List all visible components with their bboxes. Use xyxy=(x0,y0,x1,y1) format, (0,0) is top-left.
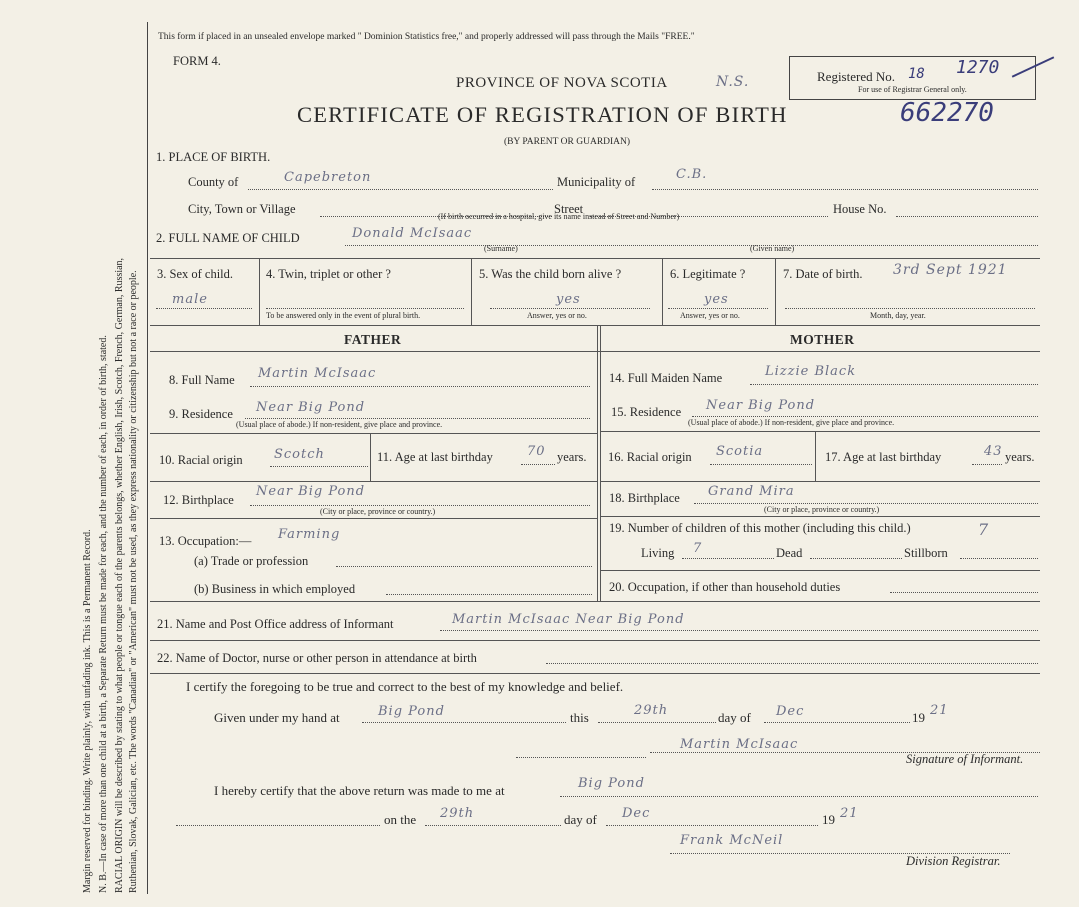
father-residence-label: 9. Residence xyxy=(169,407,233,421)
mother-birthplace-value: Grand Mira xyxy=(708,484,795,499)
postal-notice: This form if placed in an unsealed envelope marked " Dominion Statistics free," and properly addressed will pass through the Mails "FREE." xyxy=(158,32,695,42)
county-label: County of xyxy=(188,175,239,189)
certificate-title: CERTIFICATE OF REGISTRATION OF BIRTH xyxy=(297,102,788,127)
father-birthplace-value: Near Big Pond xyxy=(256,484,366,499)
father-occupation-label: 13. Occupation:— xyxy=(159,534,252,548)
mother-name-value: Lizzie Black xyxy=(765,364,857,379)
alive-value: yes xyxy=(556,292,581,307)
margin-instructions xyxy=(0,0,150,907)
registrar-day-value: 29th xyxy=(440,806,475,821)
certify-year-prefix: 19 xyxy=(912,710,925,725)
registered-label: Registered No. xyxy=(817,69,895,84)
informant-signature-label: Signature of Informant. xyxy=(906,752,1024,766)
registrar-signature-label: Division Registrar. xyxy=(906,854,1001,868)
margin-line-3: RACIAL ORIGIN will be described by stating to what people or tongue each of the parents belongs, whether English, Irish, Scotch, French, German, Russian, xyxy=(114,257,125,893)
father-birthplace-note: (City or place, province or country.) xyxy=(320,507,436,516)
registrar-year-value: 21 xyxy=(840,806,859,821)
certificate-subtitle: (BY PARENT OR GUARDIAN) xyxy=(504,137,631,147)
trade-label: (a) Trade or profession xyxy=(194,554,309,568)
business-label: (b) Business in which employed xyxy=(194,582,356,596)
children-count-label: 19. Number of children of this mother (including this child.) xyxy=(609,521,911,535)
place-of-birth-heading: 1. PLACE OF BIRTH. xyxy=(156,150,271,164)
mother-residence-label: 15. Residence xyxy=(611,405,682,419)
sex-value: male xyxy=(172,292,208,307)
hospital-note: (If birth occurred in a hospital, give its name instead of Street and Number) xyxy=(438,212,680,221)
living-label: Living xyxy=(641,546,675,560)
father-name-value: Martin McIsaac xyxy=(258,366,377,381)
margin-line-2: N. B.—In case of more than one child at a birth, a Separate Return must be made for each, and the number of each, in order of birth, stated. xyxy=(98,335,109,893)
dead-label: Dead xyxy=(776,546,803,560)
father-heading: FATHER xyxy=(344,332,402,347)
children-count-value: 7 xyxy=(978,520,990,539)
father-age-value: 70 xyxy=(527,444,546,459)
registered-value-1: 18 xyxy=(908,66,925,82)
registered-value-2: 1270 xyxy=(956,57,1000,78)
municipality-label: Municipality of xyxy=(557,175,636,189)
living-value: 7 xyxy=(693,541,703,556)
sex-label: 3. Sex of child. xyxy=(157,267,234,281)
house-label: House No. xyxy=(833,202,887,216)
father-racial-label: 10. Racial origin xyxy=(159,453,243,467)
mother-birthplace-note: (City or place, province or country.) xyxy=(764,505,880,514)
certify-year-value: 21 xyxy=(930,703,949,718)
registrar-year-prefix: 19 xyxy=(822,812,835,827)
dob-value: 3rd Sept 1921 xyxy=(893,262,1008,278)
father-residence-value: Near Big Pond xyxy=(256,400,366,415)
twin-note: To be answered only in the event of plural birth. xyxy=(266,311,421,320)
registrar-day-label: day of xyxy=(564,812,597,827)
mother-years: years. xyxy=(1005,450,1035,464)
mother-residence-value: Near Big Pond xyxy=(706,398,816,413)
registrar-place: Big Pond xyxy=(578,776,645,791)
certify-month-value: Dec xyxy=(776,704,805,719)
alive-label: 5. Was the child born alive ? xyxy=(479,267,622,281)
informant-signature: Martin McIsaac xyxy=(680,737,799,752)
father-occupation-value: Farming xyxy=(278,527,341,542)
province-handwritten: N.S. xyxy=(716,74,750,90)
dob-note: Month, day, year. xyxy=(870,311,926,320)
father-racial-value: Scotch xyxy=(274,447,325,462)
province-heading: PROVINCE OF NOVA SCOTIA xyxy=(456,75,668,91)
given-place: Big Pond xyxy=(378,704,445,719)
child-name-value: Donald McIsaac xyxy=(352,226,473,241)
legitimate-label: 6. Legitimate ? xyxy=(670,267,746,281)
mother-name-label: 14. Full Maiden Name xyxy=(609,371,723,385)
alive-note: Answer, yes or no. xyxy=(527,311,587,320)
father-age-label: 11. Age at last birthday xyxy=(377,450,493,464)
father-birthplace-label: 12. Birthplace xyxy=(163,493,234,507)
mother-age-value: 43 xyxy=(984,444,1003,459)
legitimate-value: yes xyxy=(704,292,729,307)
given-name-note: (Given name) xyxy=(750,244,795,253)
mother-birthplace-label: 18. Birthplace xyxy=(609,491,680,505)
given-label: Given under my hand at xyxy=(214,710,340,725)
legitimate-note: Answer, yes or no. xyxy=(680,311,740,320)
registered-box xyxy=(789,56,1036,100)
margin-line-4: Ruthenian, Slovak, Galician, etc. The words "Canadian" or "American" must not be used, as they express nationality or citizenship but not a race or people. xyxy=(128,270,139,893)
mother-heading: MOTHER xyxy=(790,332,855,347)
informant-value: Martin McIsaac Near Big Pond xyxy=(452,612,685,627)
mother-residence-note: (Usual place of abode.) If non-resident, give place and province. xyxy=(688,418,895,427)
informant-label: 21. Name and Post Office address of Informant xyxy=(157,617,394,631)
margin-line-1: Margin reserved for binding. Write plainly, with unfading ink. This is a Permanent Record. xyxy=(82,529,93,893)
dob-label: 7. Date of birth. xyxy=(783,267,863,281)
surname-note: (Surname) xyxy=(484,244,518,253)
mother-racial-value: Scotia xyxy=(716,444,764,459)
registrar-on-label: on the xyxy=(384,812,417,827)
twin-label: 4. Twin, triplet or other ? xyxy=(266,267,391,281)
father-name-label: 8. Full Name xyxy=(169,373,235,387)
mother-age-label: 17. Age at last birthday xyxy=(825,450,942,464)
county-value: Capebreton xyxy=(284,170,372,185)
city-label: City, Town or Village xyxy=(188,202,296,216)
doctor-label: 22. Name of Doctor, nurse or other person in attendance at birth xyxy=(157,651,477,665)
municipality-value: C.B. xyxy=(676,167,708,182)
certify-text: I certify the foregoing to be true and correct to the best of my knowledge and belief. xyxy=(186,679,624,694)
street-label: Street xyxy=(554,202,584,216)
registrar-month-value: Dec xyxy=(622,806,651,821)
registrar-signature: Frank McNeil xyxy=(680,833,784,848)
mother-occupation-label: 20. Occupation, if other than household duties xyxy=(609,580,841,594)
father-residence-note: (Usual place of abode.) If non-resident, give place and province. xyxy=(236,420,443,429)
child-name-label: 2. FULL NAME OF CHILD xyxy=(156,231,300,245)
stillborn-label: Stillborn xyxy=(904,546,948,560)
registrar-text: I hereby certify that the above return was made to me at xyxy=(214,783,505,798)
form-number: FORM 4. xyxy=(173,54,221,68)
certify-this-label: this xyxy=(570,710,589,725)
certify-day-label: day of xyxy=(718,710,751,725)
mother-racial-label: 16. Racial origin xyxy=(608,450,692,464)
father-years: years. xyxy=(557,450,587,464)
certify-day-value: 29th xyxy=(634,703,669,718)
certificate-stamp-number: 662270 xyxy=(900,98,994,128)
registered-note: For use of Registrar General only. xyxy=(858,85,967,94)
